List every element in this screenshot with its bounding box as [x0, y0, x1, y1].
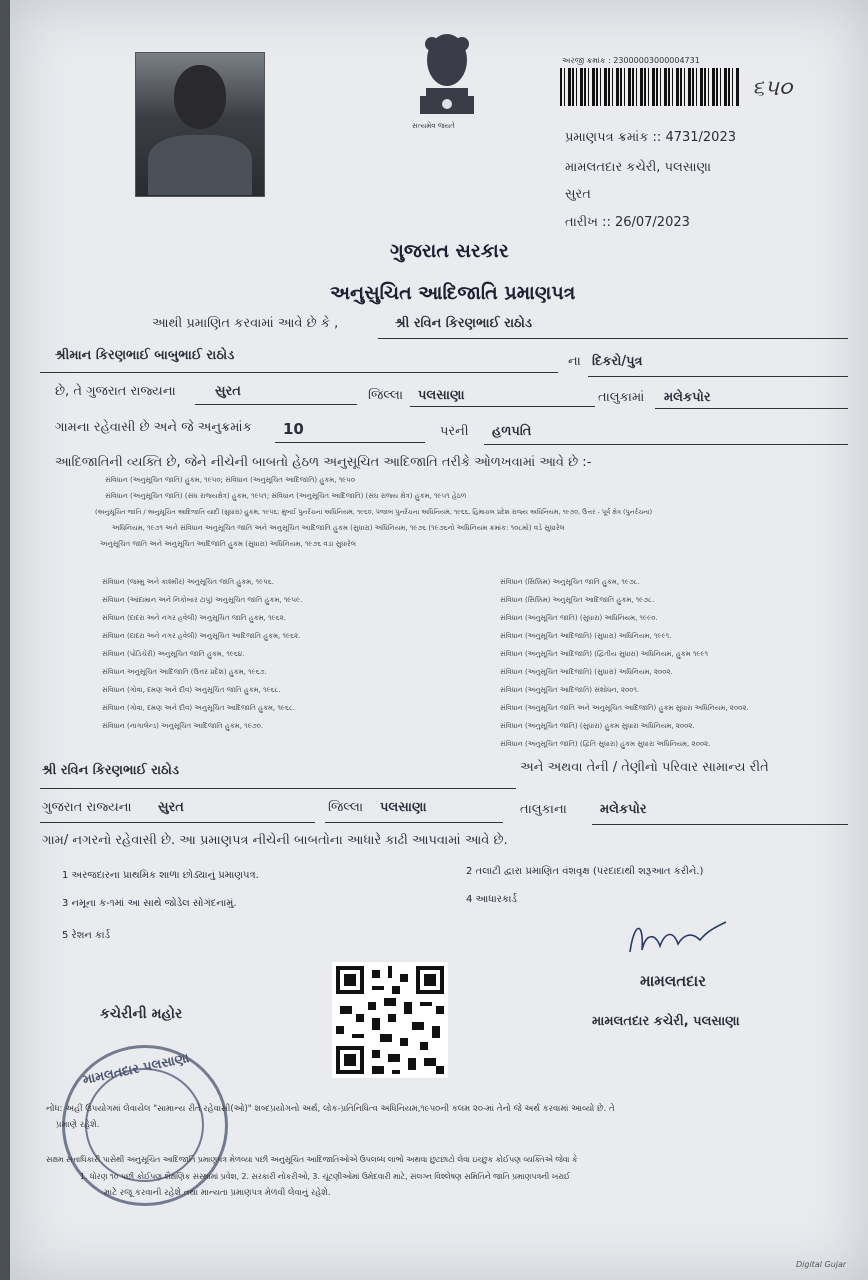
document-item-2: 2 તલાટી દ્વારા પ્રમાણિત વંશવૃક્ષ (પરદાદાથી શરૂઆત કરીને.)	[466, 866, 704, 877]
applicant-photo	[135, 52, 265, 197]
state-label: છે, તે ગુજરાત રાજ્યના	[55, 384, 176, 399]
application-number: અરજી ક્રમાંક : 23000003000004731	[562, 56, 700, 65]
order-fine-4: અધિનિયમ, ૧૯૭૧ અને સંવિધાન અનુસૂચિત જાતિ અને અનુસૂચિત આદિજાતિ હુકમ (સુધારા) અધિનિયમ, ૧૯૭૬ (૧૯૭૬નો અધિનિયમ ક્રમાંક: ૧૦૮મો) વડે સુધારેલ	[112, 524, 565, 532]
signatory-title: મામલતદાર	[640, 972, 706, 990]
father-name: શ્રીમાન કિરણભાઈ બાબુભાઈ રાઠોડ	[55, 348, 235, 363]
certificate-title: અનુસુચિત આદિજાતિ પ્રમાણપત્ર	[330, 282, 576, 304]
residence-state-label: ગુજરાત રાજ્યના	[42, 800, 132, 815]
order-right-9: સંવિધાન (અનુસૂચિત જાતિ) (સુધારા) હુકમ સુધારા અધિનિયમ, ૨૦૦૨.	[500, 722, 695, 730]
order-right-7: સંવિધાન (અનુસૂચિત આદિજાતિ) સંશોધન, ૨૦૦૧.	[500, 686, 640, 694]
holder-name: શ્રી રવિન કિરણભાઈ રાઠોડ	[395, 316, 532, 331]
handwritten-number: ૬૫૦	[752, 76, 793, 101]
taluka-value: પલસાણા	[418, 388, 465, 403]
order-left-8: સંવિધાન (ગોવા, દમણ અને દીવ) અનુસૂચિત આદિજાતિ હુકમ, ૧૯૬૮.	[102, 704, 296, 712]
caste-value: હળપતિ	[492, 424, 532, 439]
certify-text: આથી પ્રમાણિત કરવામાં આવે છે કે ,	[152, 316, 339, 331]
signature-icon	[622, 912, 732, 962]
family-text: અને અથવા તેની / તેણીનો પરિવાર સામાન્ય રીતે	[520, 760, 769, 775]
signatory-office: મામલતદાર કચેરી, પલસાણા	[592, 1014, 740, 1029]
office-line1: મામલતદાર કચેરી, પલસાણા	[565, 160, 712, 175]
taluka-label: તાલુકામાં	[598, 390, 645, 405]
document-item-3: 3 નમૂના ક-૧માં આ સાથે જોડેલ સોગંદનામું.	[62, 898, 237, 909]
order-fine-2: સંવિધાન (અનુસૂચિત જાતિ) (સંઘ રાજ્યક્ષેત્ર) હુકમ, ૧૯૫૧; સંવિધાન (અનુસૂચિત આદિજાતિ) (સંઘ રાજ્ય ક્ષેત્ર) હુકમ, ૧૯૫૧ હેઠળ	[105, 492, 467, 500]
serial-number: 10	[283, 420, 304, 438]
order-left-9: સંવિધાન (નાગાલેન્ડ) અનુસૂચિત આદિજાતિ હુકમ, ૧૯૭૦.	[102, 722, 264, 730]
emblem-motto: સત્યમેવ જયતે	[412, 122, 455, 130]
order-left-6: સંવિધાન અનુસૂચિત આદિજાતિ (ઉત્તર પ્રદેશ) હુકમ, ૧૯૬૭.	[102, 668, 267, 676]
document-item-4: 4 આધારકાર્ડ	[466, 894, 517, 905]
order-right-3: સંવિધાન (અનુસૂચિત જાતિ) (સુધારા) અધિનિયમ, ૧૯૯૦.	[500, 614, 658, 622]
seal-text: મામલતદાર પલસાણા	[81, 1050, 191, 1089]
order-right-1: સંવિધાન (સિક્કિમ) અનુસૂચિત જાતિ હુકમ, ૧૯૭૮.	[500, 578, 640, 586]
order-left-4: સંવિધાન (દાદરા અને નગર હવેલી) અનુસૂચિત આદિજાતિ હુકમ, ૧૯૬૨.	[102, 632, 301, 640]
resident-label: ગામના રહેવાસી છે અને જે અનુક્રમાંક	[55, 420, 252, 435]
tribe-text: આદિજાતિની વ્યક્તિ છે, જેને નીચેની બાબતો હેઠળ અનુસૂચિત આદિજાતિ તરીકે ઓળખવામાં આવે છે :-	[55, 455, 592, 470]
note-line-2: સક્ષમ સત્તાધિકારી પાસેથી અનુસૂચિત આદિજાતિ પ્રમાણપત્ર મેળવ્યા પછી અનુસૂચિત આદિજાતિઓએ ઉપલબ્ધ લાભો અથવા છુટછાટો લેવા ઇચ્છુક કોઈપણ વ્યક્તિએ જેવા કે	[46, 1155, 578, 1164]
residence-taluka-label: તાલુકાના	[520, 802, 567, 817]
order-fine-3: (અનુસૂચિત જાતિ / અનુસૂચિત આદિજાતિ યાદી (સુધારા) હુકમ, ૧૯૫૬; મુંબઈ પુનર્રચના અધિનિયમ, ૧૯૬૦, પંજાબ પુનર્રચના અધિનિયમ, ૧૯૬૬, હિમાચલ પ્રદેશ રાજ્ય અધિનિયમ, ૧૯૭૦, ઉત્તર - પૂર્વ ક્ષેત્ર (પુનર્રચના)	[95, 508, 653, 516]
order-left-1: સંવિધાન (જમ્મુ અને કાશ્મીર) અનુસૂચિત જાતિ હુકમ, ૧૯૫૬.	[102, 578, 274, 586]
order-right-2: સંવિધાન (સિક્કિમ) અનુસૂચિત આદિજાતિ હુકમ, ૧૯૭૮.	[500, 596, 655, 604]
document-item-5: 5 રેશન કાર્ડ	[62, 930, 111, 941]
order-right-6: સંવિધાન (અનુસૂચિત આદિજાતિ) (સુધારા) અધિનિયમ, ૨૦૦૨.	[500, 668, 673, 676]
district-label: જિલ્લા	[368, 388, 404, 403]
note-line-3: 1. ધોરણ ૧૦ પછી કોઈપણ શૈક્ષણિક સંસ્થામાં પ્રવેશ, 2. સરકારી નોકરીઓ, 3. ચૂંટણીઓમાં ઉમેદવારી માટે, સંલગ્ન વિશ્લેષણ સમિતિને જાતિ પ્રમાણપત્રની ખરાઈ	[80, 1172, 571, 1181]
son-of-label: ના	[568, 354, 581, 369]
order-fine-1: સંવિધાન (અનુસૂચિત જાતિ) હુકમ, ૧૯૫૦; સંવિધાન (અનુસૂચિત આદિજાતિ) હુકમ, ૧૯૫૦	[105, 476, 356, 484]
government-title: ગુજરાત સરકાર	[390, 240, 509, 262]
residence-district-label: જિલ્લા	[328, 800, 364, 815]
residence-taluka-value: પલસાણા	[380, 800, 427, 815]
order-left-2: સંવિધાન (આંદામાન અને નિકોબાર ટાપુ) અનુસૂચિત જાતિ હુકમ, ૧૯૫૯.	[102, 596, 303, 604]
village-value: મલેકપોર	[664, 390, 711, 405]
caste-label: પરની	[440, 424, 469, 439]
order-right-4: સંવિધાન (અનુસૂચિત આદિજાતિ) (સુધારા) અધિનિયમ, ૧૯૯૧.	[500, 632, 672, 640]
order-right-10: સંવિધાન (અનુસૂચિત જાતિ) (દ્વિતિ સુધારા) હુકમ સુધારા અધિનિયમ, ૨૦૦૨.	[500, 740, 711, 748]
note-line-1: નોંધ: અહીં ઉપયોગમાં લેવાયેલ "સામાન્ય રીતે રહેવાસી(ઓ)" શબ્દપ્રયોગનો અર્થ, લોક-પ્રતિનિધિત્વ અધિનિયમ,૧૯૫૦ની કલમ ૨૦-માં તેનો જે અર્થ કરવામાં આવ્યો છે. તે	[46, 1104, 615, 1114]
office-line2: સુરત	[565, 187, 591, 202]
order-right-8: સંવિધાન (અનુસૂચિત જાતિ અને અનુસૂચિત આદિજાતિ) હુકમ સુધારા અધિનિયમ, ૨૦૦૨.	[500, 704, 749, 712]
signature-text	[640, 922, 679, 932]
order-right-5: સંવિધાન (અનુસૂચિત આદિજાતિ) (દ્વિતીય સુધારા) અધિનિયમ, હુકમ ૧૯૯૧	[500, 650, 709, 658]
relation: દિકરો/પુત્ર	[592, 354, 643, 369]
note-line-4: માટે રજૂ કરવાની રહેશે તથા માન્યતા પ્રમાણપત્ર મેળવી લેવાનું રહેશે.	[104, 1188, 331, 1198]
qr-code-icon	[332, 962, 448, 1078]
district-value: સુરત	[215, 384, 241, 399]
certificate-number: પ્રમાણપત્ર ક્રમાંક :: 4731/2023	[565, 130, 736, 145]
residence-village-text: ગામ/ નગરનો રહેવાસી છે. આ પ્રમાણપત્ર નીચેની બાબતોના આધારે કાઢી આપવામાં આવે છે.	[42, 833, 508, 848]
order-left-7: સંવિધાન (ગોવા, દમણ અને દીવ) અનુસૂચિત જાતિ હુકમ, ૧૯૬૮.	[102, 686, 281, 694]
ashoka-emblem-icon	[412, 30, 482, 120]
document-item-1: 1 અરજદારના પ્રાથમિક શાળા છોડ્યાનું પ્રમાણપત્ર.	[62, 870, 259, 881]
barcode	[560, 68, 740, 106]
residence-district-value: સુરત	[158, 800, 184, 815]
residence-village-value: મલેકપોર	[600, 802, 647, 817]
office-seal-label: કચેરીની મહોર	[100, 1006, 183, 1022]
order-left-3: સંવિધાન (દાદરા અને નગર હવેલી) અનુસૂચિત જાતિ હુકમ, ૧૯૬૨.	[102, 614, 286, 622]
note-line-1b: પ્રમાણે રહેશે.	[56, 1120, 100, 1130]
issue-date: તારીખ :: 26/07/2023	[565, 215, 690, 230]
order-left-5: સંવિધાન (પોંડિચેરી) અનુસૂચિત જાતિ હુકમ, ૧૯૬૪.	[102, 650, 245, 658]
order-fine-5: અનુસૂચિત જાતિ અને અનુસૂચિત આદિજાતિ હુકમ (સુધારા) અધિનિયમ, ૧૯૭૬ વડા સુધારેલ	[100, 540, 357, 548]
residence-holder-name: શ્રી રવિન કિરણભાઈ રાઠોડ	[42, 763, 179, 778]
corner-mark: Digital Gujar	[796, 1260, 847, 1269]
